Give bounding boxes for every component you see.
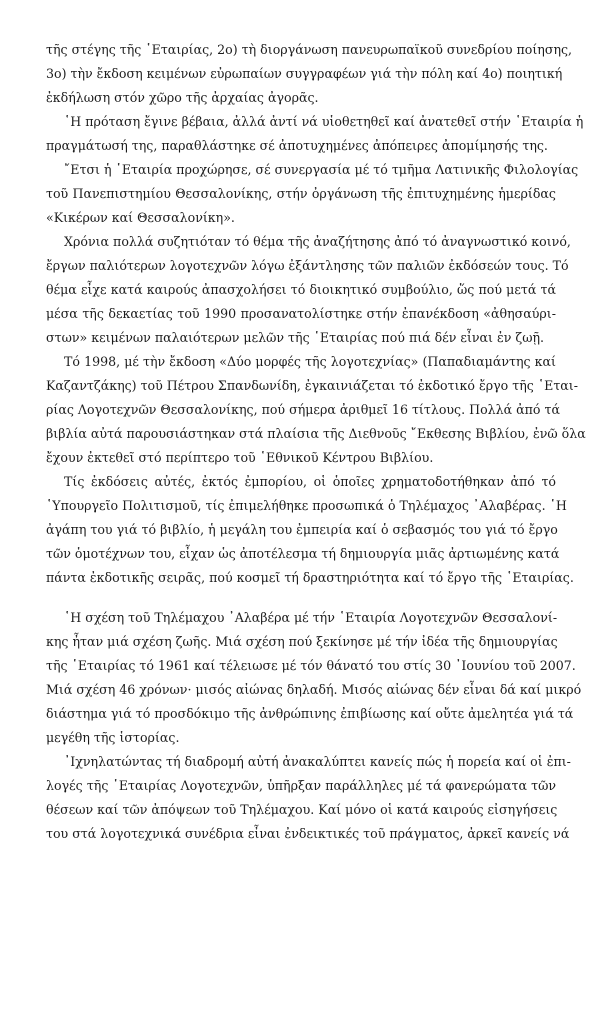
body-line: Καζαντζάκης) τοῦ Πέτρου Σπανδωνίδη, ἐγκαινιάζεται τό ἐκδοτικό ἔργο τῆς ῾Εται- [46, 378, 578, 393]
body-line: ρίας Λογοτεχνῶν Θεσσαλονίκης, πού σήμερα ἀριθμεῖ 16 τίτλους. Πολλά ἀπό τά [46, 402, 560, 417]
body-line: τοῦ Πανεπιστημίου Θεσσαλονίκης, στήν ὀργάνωση τῆς ἐπιτυχημένης ἡμερίδας [46, 186, 556, 201]
body-line: Χρόνια πολλά συζητιόταν τό θέμα τῆς ἀναζήτησης ἀπό τό ἀναγνωστικό κοινό, [64, 234, 571, 249]
body-line: τῶν ὁμοτέχνων του, εἶχαν ὡς ἀποτέλεσμα τή δημιουργία μιᾶς ἀρτιωμένης κατά [46, 546, 560, 561]
body-line: Τό 1998, μέ τὴν ἔκδοση «Δύο μορφές τῆς λογοτεχνίας» (Παπαδιαμάντης καί [64, 354, 556, 369]
body-line: «Κικέρων καί Θεσσαλονίκη». [46, 210, 235, 225]
body-line: διάστημα γιά τό προσδόκιμο τῆς ἀνθρώπινης ἐπιβίωσης καί οὔτε ἀμελητέα γιά τά [46, 706, 574, 721]
body-line: τῆς στέγης τῆς ῾Εταιρίας, 2ο) τὴ διοργάνωση πανευρωπαϊκοῦ συνεδρίου ποίησης, [46, 42, 573, 57]
body-line: Τίς ἐκδόσεις αὐτές, ἐκτός ἐμπορίου, οἱ ὁποῖες χρηματοδοτήθηκαν ἀπό τό [64, 474, 556, 489]
body-line: ῎Ετσι ἡ ῾Εταιρία προχώρησε, σέ συνεργασία μέ τό τμῆμα Λατινικῆς Φιλολογίας [64, 162, 579, 177]
body-line: ῾Η σχέση τοῦ Τηλέμαχου ᾿Αλαβέρα μέ τήν ῾Εταιρία Λογοτεχνῶν Θεσσαλονί- [64, 610, 558, 625]
body-line: ἔχουν ἐκτεθεῖ στό περίπτερο τοῦ ῾Εθνικοῦ Κέντρου Βιβλίου. [46, 450, 434, 465]
body-line: μεγέθη τῆς ἱστορίας. [46, 730, 180, 745]
body-line: ῾Η πρόταση ἔγινε βέβαια, ἀλλά ἀντί νά υἱοθετηθεῖ καί ἀνατεθεῖ στήν ῾Εταιρία ἡ [64, 114, 584, 129]
body-line: λογές τῆς ῾Εταιρίας Λογοτεχνῶν, ὑπῆρξαν παράλληλες μέ τά φανερώματα τῶν [46, 778, 556, 793]
body-line: ῾Υπουργεῖο Πολιτισμοῦ, τίς ἐπιμελήθηκε προσωπικά ὁ Τηλέμαχος ᾿Αλαβέρας. ῾Η [46, 498, 567, 513]
body-line: θέμα εἶχε κατά καιρούς ἀπασχολήσει τό διοικητικό συμβούλιο, ὥς πού μετά τά [46, 282, 556, 297]
body-line: ᾿Ιχνηλατώντας τή διαδρομή αὐτή ἀνακαλύπτει κανείς πώς ἡ πορεία καί οἱ ἐπι- [64, 754, 571, 769]
body-line: κης ἦταν μιά σχέση ζωῆς. Μιά σχέση πού ξεκίνησε μέ τήν ἰδέα τῆς δημιουργίας [46, 634, 558, 649]
body-line: Μιά σχέση 46 χρόνων· μισός αἰώνας δηλαδή. Μισός αἰώνας δέν εἶναι δά καί μικρό [46, 682, 582, 697]
body-line: ἐκδήλωση στόν χῶρο τῆς ἀρχαίας ἀγορᾶς. [46, 90, 319, 105]
body-line: ἔργων παλιότερων λογοτεχνῶν λόγω ἐξάντλησης τῶν παλιῶν ἐκδόσεών τους. Τό [46, 258, 569, 273]
body-line: θέσεων καί τῶν ἀπόψεων τοῦ Τηλέμαχου. Καί μόνο οἱ κατά καιρούς εἰσηγήσεις [46, 802, 558, 817]
body-line: 3ο) τὴν ἔκδοση κειμένων εὐρωπαίων συγγραφέων γιά τὴν πόλη καί 4ο) ποιητική [46, 66, 563, 81]
body-line: στων» κειμένων παλαιότερων μελῶν τῆς ῾Εταιρίας πού πιά δέν εἶναι ἐν ζωῇ. [46, 330, 545, 345]
body-line: ἀγάπη του γιά τό βιβλίο, ἡ μεγάλη του ἐμπειρία καί ὁ σεβασμός του γιά τό ἔργο [46, 522, 558, 537]
body-line: πραγμάτωσή της, παραθλάστηκε σέ ἀποτυχημένες ἀπόπειρες ἀπομίμησής της. [46, 138, 548, 153]
body-line: μέσα τῆς δεκαετίας τοῦ 1990 προσανατολίστηκε στήν ἐπανέκδοση «ἀθησαύρι- [46, 306, 556, 321]
body-line: βιβλία αὐτά παρουσιάστηκαν στά πλαίσια τῆς Διεθνοῦς ῎Εκθεσης Βιβλίου, ἐνῶ ὅλα [46, 426, 586, 441]
body-line: τῆς ῾Εταιρίας τό 1961 καί τέλειωσε μέ τόν θάνατό του στίς 30 ᾿Ιουνίου τοῦ 2007. [46, 658, 576, 673]
body-line: του στά λογοτεχνικά συνέδρια εἶναι ἐνδεικτικές τοῦ πράγματος, ἀρκεῖ κανείς νά [46, 826, 570, 841]
body-line: πάντα ἐκδοτικῆς σειρᾶς, πού κοσμεῖ τή δραστηριότητα καί τό ἔργο τῆς ῾Εταιρίας. [46, 570, 574, 585]
